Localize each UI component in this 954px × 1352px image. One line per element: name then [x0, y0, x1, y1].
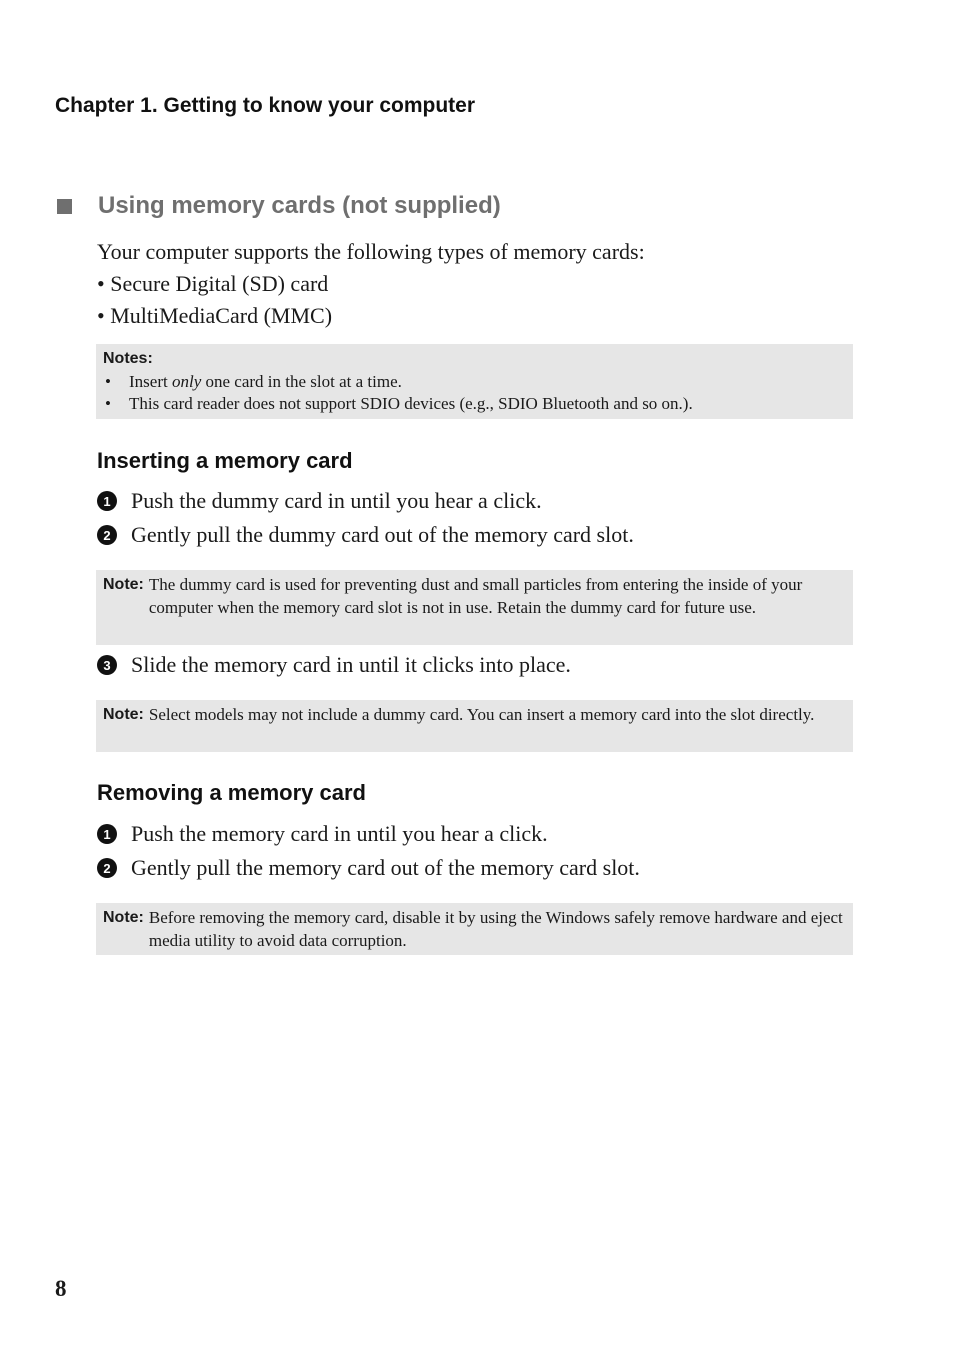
- section-title: [55, 192, 501, 220]
- step-number-icon: 3: [97, 655, 117, 675]
- step-item: [97, 522, 634, 548]
- step-text: Push the memory card in until you hear a click.: [131, 821, 548, 846]
- notes-list: [103, 371, 845, 416]
- step-number-icon: 1: [97, 491, 117, 511]
- step-text: Gently pull the dummy card out of the memory card slot.: [131, 522, 634, 547]
- note-label: Note:: [103, 706, 144, 723]
- card-type-item: • MultiMediaCard (MMC): [97, 303, 333, 328]
- bullet-icon: •: [105, 371, 111, 391]
- step-item: [97, 855, 640, 881]
- step-number-icon: 1: [97, 824, 117, 844]
- emphasis: only: [171, 371, 202, 391]
- page-number: 8: [55, 1276, 67, 1301]
- intro-text: Your computer supports the following types of memory cards:: [97, 239, 645, 264]
- note-label: Note:: [103, 576, 144, 593]
- section-title-text: Using memory cards (not supplied): [98, 192, 501, 219]
- note-text: Select models may not include a dummy card. You can insert a memory card into the slot directly.: [148, 705, 815, 724]
- inserting-heading: Inserting a memory card: [97, 448, 353, 473]
- card-type-item: • Secure Digital (SD) card: [97, 271, 329, 296]
- note-item: • Insert only one card in the slot at a time.: [103, 371, 845, 394]
- step-text: Gently pull the memory card out of the memory card slot.: [131, 855, 640, 880]
- removing-heading: Removing a memory card: [97, 780, 366, 805]
- note-text: The dummy card is used for preventing dust and small particles from entering the inside of your computer when the memory card slot is not in use. Retain the dummy card for future use.: [148, 575, 803, 617]
- notes-box: [96, 344, 853, 419]
- note-item: • This card reader does not support SDIO devices (e.g., SDIO Bluetooth and so on.).: [103, 393, 845, 416]
- chapter-header: Chapter 1. Getting to know your computer: [55, 94, 476, 117]
- note-label: Note:: [103, 909, 144, 926]
- note-box-removing: [96, 903, 853, 955]
- square-bullet-icon: [57, 199, 72, 214]
- step-text: Slide the memory card in until it clicks into place.: [131, 652, 571, 677]
- intro-block: [97, 236, 645, 332]
- note-box-select-models: [96, 700, 853, 752]
- step-number-icon: 2: [97, 525, 117, 545]
- step-item: [97, 488, 542, 514]
- bullet-icon: •: [105, 394, 111, 413]
- note-text: Before removing the memory card, disable it by using the Windows safely remove hardware and eject media utility to avoid data corruption.: [148, 908, 843, 950]
- step-number-icon: 2: [97, 858, 117, 878]
- step-item: [97, 821, 548, 847]
- step-item: [97, 652, 571, 678]
- note-box-dummy-card: [96, 570, 853, 645]
- step-text: Push the dummy card in until you hear a click.: [131, 488, 542, 513]
- notes-label: Notes:: [103, 350, 153, 367]
